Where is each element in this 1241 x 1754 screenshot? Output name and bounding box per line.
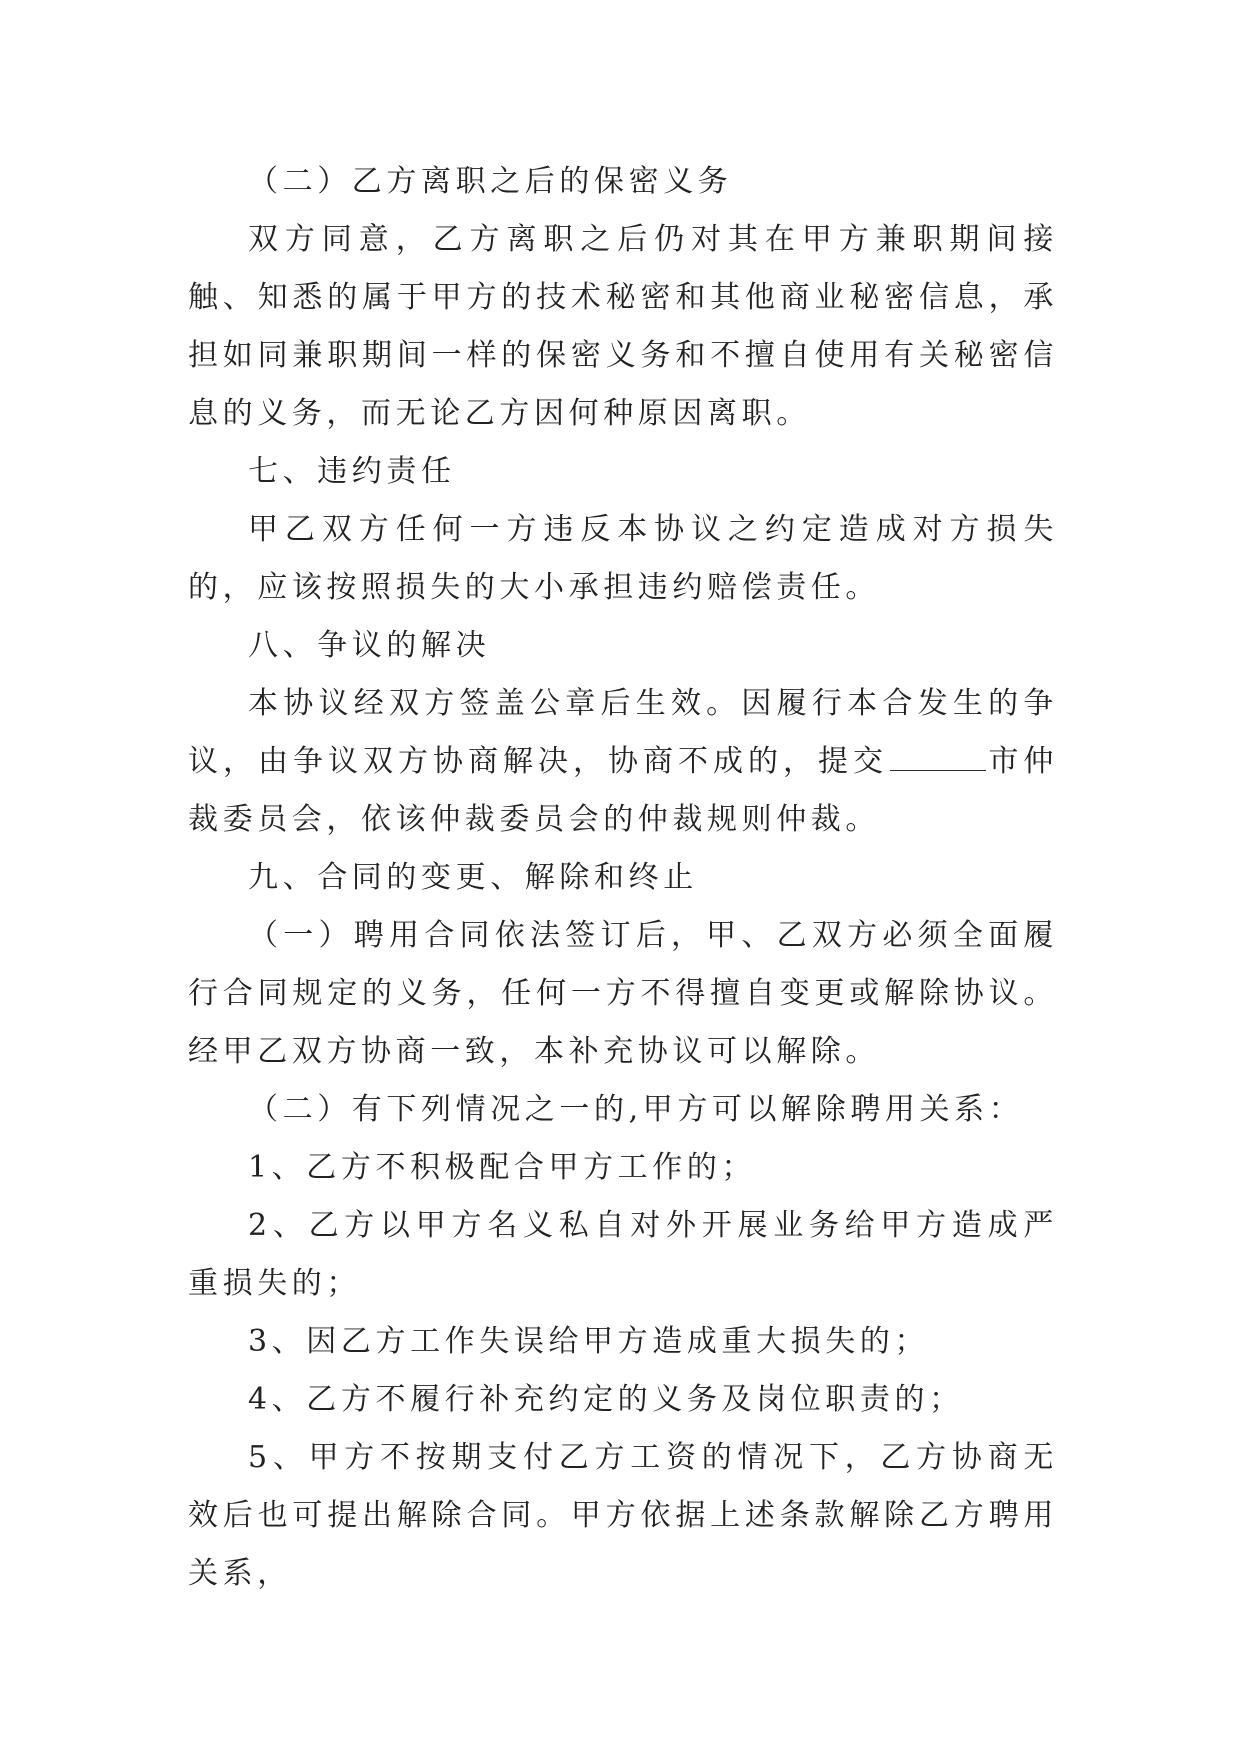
document-body — [188, 153, 1058, 1603]
paragraph-contract-obligations: （一）聘用合同依法签订后，甲、乙双方必须全面履行合同规定的义务，任何一方不得擅自变更或解除协议。经甲乙双方协商一致，本补充协议可以解除。 — [188, 918, 1058, 1069]
city-blank-field — [890, 740, 986, 771]
paragraph-breach-liability: 甲乙双方任何一方违反本协议之约定造成对方损失的，应该按照损失的大小承担违约赔偿责任。 — [188, 512, 1058, 605]
list-item-5: 5、甲方不按期支付乙方工资的情况下，乙方协商无效后也可提出解除合同。甲方依据上述条款解除乙方聘用关系， — [188, 1440, 1058, 1591]
paragraph-termination-conditions: （二）有下列情况之一的,甲方可以解除聘用关系： — [248, 1092, 1024, 1127]
section-heading-breach-liability: 七、违约责任 — [248, 454, 456, 489]
list-item-3: 3、因乙方工作失误给甲方造成重大损失的； — [248, 1324, 930, 1359]
list-item-2: 2、乙方以甲方名义私自对外开展业务给甲方造成严重损失的； — [188, 1208, 1058, 1301]
dispute-text-part-1: 本协议经双方签盖公章后生效。因履行本合发生的争议，由争议双方协商解决，协商不成的，提交 — [188, 686, 1058, 779]
list-item-4: 4、乙方不履行补充约定的义务及岗位职责的； — [248, 1382, 964, 1417]
paragraph-dispute-resolution — [188, 675, 1058, 849]
dispute-text-part-2: 市仲裁委员会，依该仲裁委员会的仲裁规则仲裁。 — [188, 744, 1058, 837]
section-heading-dispute-resolution: 八、争议的解决 — [248, 628, 491, 663]
section-heading-contract-change: 九、合同的变更、解除和终止 — [248, 860, 698, 895]
list-item-1: 1、乙方不积极配合甲方工作的； — [248, 1150, 757, 1185]
section-heading-confidentiality-after-resignation: （二）乙方离职之后的保密义务 — [248, 164, 733, 199]
paragraph-confidentiality-obligation: 双方同意，乙方离职之后仍对其在甲方兼职期间接触、知悉的属于甲方的技术秘密和其他商业秘密信息，承担如同兼职期间一样的保密义务和不擅自使用有关秘密信息的义务，而无论乙方因何种原因离职。 — [188, 222, 1058, 431]
